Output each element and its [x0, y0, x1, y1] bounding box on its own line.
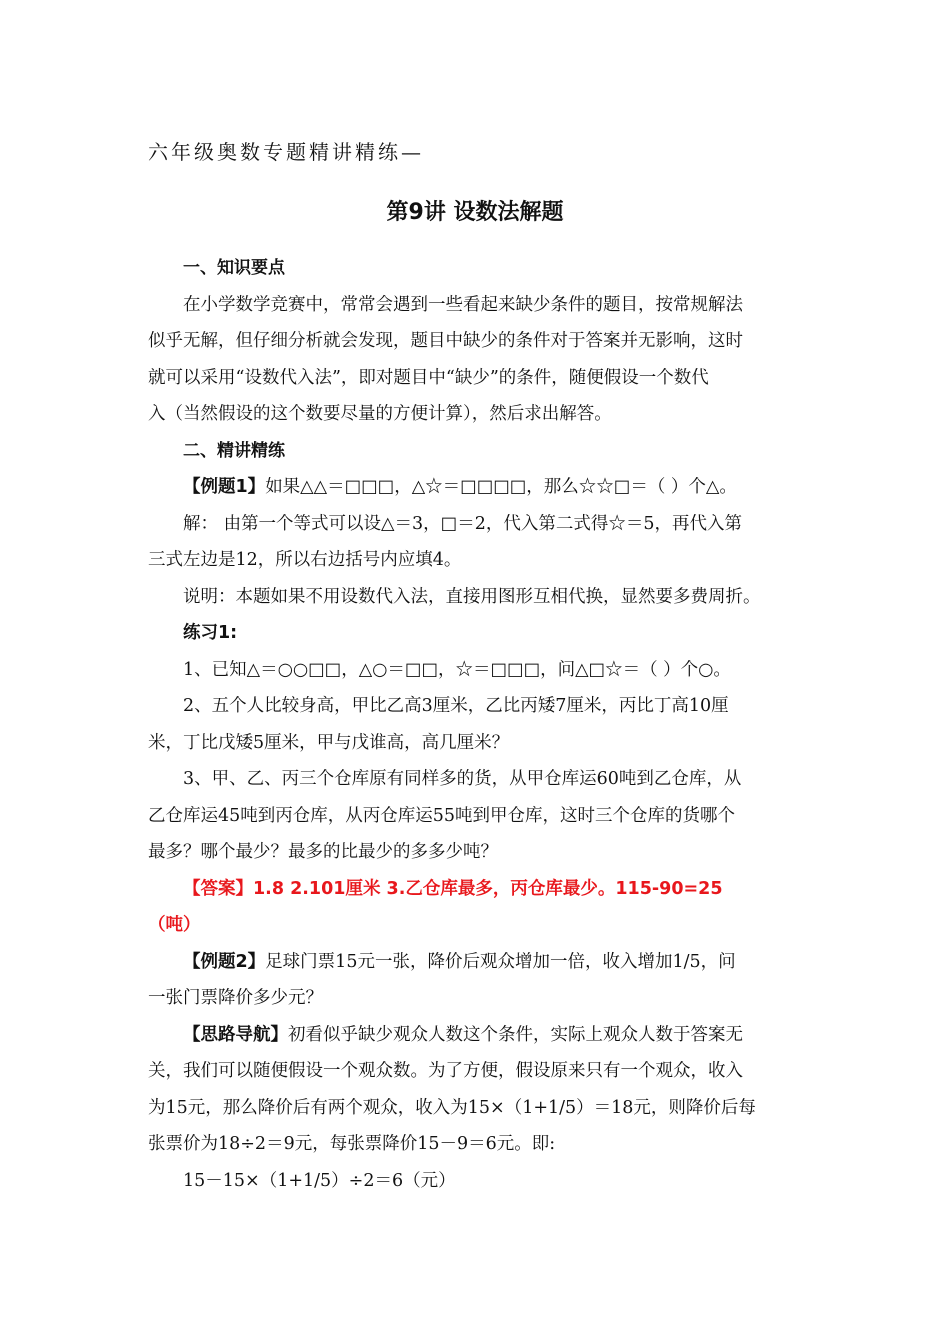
- example-2-text-cont: 一张门票降价多少元？: [148, 988, 323, 1008]
- answer-line-cont: （吨）: [148, 915, 201, 935]
- series-title: 六年级奥数专题精讲精练—: [148, 140, 424, 164]
- document-body: [148, 250, 808, 1199]
- practice-question-3: 3、甲、乙、丙三个仓库原有同样多的货，从甲仓库运60吨到乙仓库，从: [183, 769, 742, 789]
- example-2-label: 【例题2】: [183, 951, 266, 972]
- practice-question-3-cont: 乙仓库运45吨到丙仓库，从丙仓库运55吨到甲仓库，这时三个仓库的货哪个: [148, 805, 736, 826]
- solution-line: 三式左边是12，所以右边括号内应填4。: [148, 550, 462, 570]
- example-1-text: 如果△△＝□□□，△☆＝□□□□，那么☆☆□＝（ ）个△。: [265, 477, 737, 497]
- hint-line: 为15元，那么降价后有两个观众，收入为15×（1+1/5）＝18元，则降价后每: [148, 1097, 756, 1118]
- example-1: [148, 469, 808, 506]
- paragraph-line: 就可以采用“设数代入法”，即对题目中“缺少”的条件，随便假设一个数代: [148, 367, 709, 388]
- practice-question-2-cont: 米，丁比戊矮5厘米，甲与戊谁高，高几厘米？: [148, 732, 510, 753]
- practice-question-2: 2、五个人比较身高，甲比乙高3厘米，乙比丙矮7厘米，丙比丁高10厘: [183, 696, 729, 716]
- example-1-label: 【例题1】: [183, 477, 266, 497]
- formula: 15－15×（1+1/5）÷2＝6（元）: [183, 1170, 456, 1191]
- practice-question-3-cont: 最多？哪个最少？最多的比最少的多多少吨？: [148, 842, 498, 862]
- paragraph-line: 似乎无解，但仔细分析就会发现，题目中缺少的条件对于答案并无影响，这时: [148, 331, 743, 351]
- answer-line: 【答案】1.8 2.101厘米 3.乙仓库最多，丙仓库最少。115-90=25: [183, 878, 723, 899]
- lecture-title: 第9讲 设数法解题: [386, 200, 564, 225]
- hint: [148, 1017, 808, 1054]
- practice-1-label: 练习1:: [183, 623, 238, 643]
- example-2: [148, 944, 808, 981]
- example-1-note: 说明：本题如果不用设数代入法，直接用图形互相代换，显然要多费周折。: [183, 586, 761, 607]
- paragraph-line: 在小学数学竞赛中，常常会遇到一些看起来缺少条件的题目，按常规解法: [183, 294, 743, 315]
- paragraph-line: 入（当然假设的这个数要尽量的方便计算），然后求出解答。: [148, 404, 612, 424]
- example-2-text: 足球门票15元一张，降价后观众增加一倍，收入增加1/5，问: [265, 951, 736, 972]
- hint-line: 张票价为18÷2＝9元，每张票降价15－9＝6元。即:: [148, 1134, 556, 1154]
- solution-line: 解： 由第一个等式可以设△＝3，□＝2，代入第二式得☆＝5，再代入第: [183, 513, 742, 534]
- hint-text: 初看似乎缺少观众人数这个条件，实际上观众人数于答案无: [288, 1024, 743, 1045]
- section-heading-practice: 二、精讲精练: [183, 440, 285, 461]
- hint-label: 【思路导航】: [183, 1024, 288, 1045]
- practice-question-1: 1、已知△＝○○□□，△○＝□□，☆＝□□□，问△□☆＝（ ）个○。: [183, 659, 731, 680]
- hint-line: 关，我们可以随便假设一个观众数。为了方便，假设原来只有一个观众，收入: [148, 1061, 743, 1081]
- section-heading-knowledge: 一、知识要点: [183, 258, 285, 278]
